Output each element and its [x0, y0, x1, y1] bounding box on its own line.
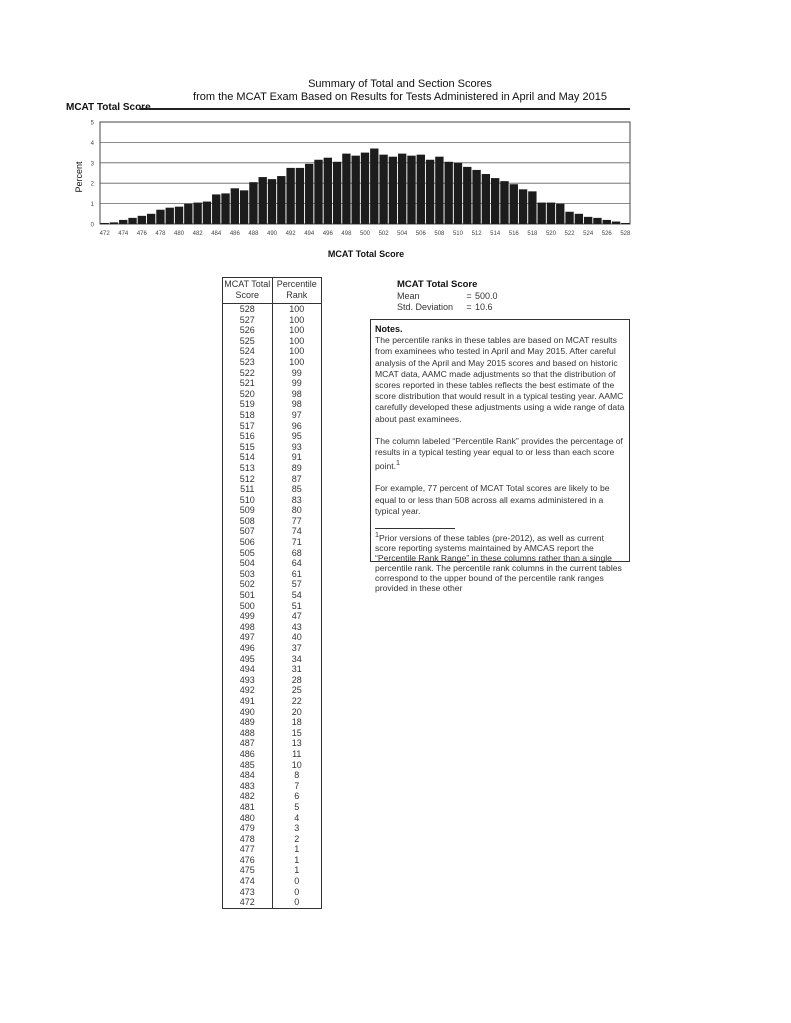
rank-cell: 37: [291, 643, 302, 653]
rank-cell: 10: [291, 759, 302, 770]
score-cell: 476: [239, 854, 255, 865]
bar-500: [361, 153, 369, 224]
x-tick-486: 486: [229, 231, 240, 237]
score-cell: 518: [239, 409, 255, 420]
table-header: [223, 278, 321, 304]
rank-cell: 97: [291, 409, 302, 420]
x-tick-494: 494: [304, 231, 315, 237]
x-tick-500: 500: [359, 231, 371, 237]
rank-cell: 1: [294, 844, 300, 855]
stats-sd-row: [397, 302, 498, 313]
y-tick-labels: [91, 121, 95, 229]
bar-496: [324, 158, 332, 224]
chart-svg: [60, 114, 640, 262]
score-cell: 507: [239, 526, 255, 537]
rank-cell: 0: [294, 876, 300, 887]
rank-cell: 99: [291, 378, 302, 389]
bar-476: [138, 216, 146, 224]
rank-column: [273, 304, 322, 908]
footnote: [375, 530, 625, 593]
bar-509: [445, 162, 453, 224]
bar-516: [510, 184, 518, 224]
rank-cell: 22: [291, 695, 302, 706]
score-cell: 478: [239, 833, 255, 844]
bar-475: [128, 218, 136, 224]
score-cell: 512: [239, 473, 255, 484]
x-tick-490: 490: [267, 231, 278, 237]
score-cell: 490: [239, 706, 255, 717]
bar-480: [175, 207, 183, 224]
bar-490: [268, 179, 276, 224]
header-score-line-1: MCAT Total: [224, 279, 271, 289]
score-cell: 516: [239, 431, 255, 442]
score-cell: 479: [239, 823, 255, 834]
score-cell: 482: [239, 791, 255, 802]
x-tick-492: 492: [285, 231, 296, 237]
x-tick-474: 474: [118, 231, 129, 237]
score-cell: 524: [239, 346, 255, 357]
rank-cell: 1: [294, 854, 300, 865]
mean-value: 500.0: [475, 291, 498, 301]
rank-cell: 68: [291, 547, 302, 558]
section-rule: [140, 108, 630, 110]
score-cell: 500: [239, 600, 255, 611]
rank-cell: 96: [291, 420, 302, 431]
bar-511: [463, 167, 471, 224]
score-cell: 527: [239, 314, 255, 325]
header-rank-line-2: Rank: [286, 290, 308, 300]
x-tick-514: 514: [490, 231, 501, 237]
score-cell: 503: [239, 568, 255, 579]
bar-503: [389, 157, 397, 224]
score-cell: 510: [239, 494, 255, 505]
bar-512: [472, 170, 480, 224]
x-tick-472: 472: [99, 231, 110, 237]
bar-477: [147, 214, 155, 224]
rank-cell: 31: [291, 664, 302, 675]
score-cell: 528: [239, 304, 255, 314]
bar-474: [119, 220, 127, 224]
rank-cell: 2: [294, 833, 300, 844]
score-cell: 502: [239, 579, 255, 590]
bar-499: [352, 156, 360, 224]
bar-521: [556, 204, 564, 224]
score-cell: 525: [239, 335, 255, 346]
x-tick-478: 478: [155, 231, 166, 237]
mean-equals: =: [466, 291, 472, 301]
rank-cell: 61: [291, 568, 302, 579]
rank-cell: 0: [294, 886, 300, 897]
rank-cell: 83: [291, 494, 302, 505]
notes-paragraph-2: [375, 436, 625, 472]
table-body: [223, 304, 321, 908]
bar-486: [231, 188, 239, 224]
score-cell: 513: [239, 462, 255, 473]
rank-cell: 8: [294, 770, 300, 781]
score-cell: 475: [239, 865, 255, 876]
mean-label: Mean: [397, 291, 420, 301]
bar-494: [305, 164, 313, 224]
x-tick-526: 526: [601, 231, 612, 237]
rank-cell: 11: [292, 748, 302, 759]
bar-526: [603, 220, 611, 224]
y-tick-3: 3: [90, 161, 94, 168]
bar-522: [565, 212, 573, 224]
x-tick-516: 516: [508, 231, 519, 237]
bar-481: [184, 204, 192, 224]
bar-493: [296, 168, 304, 224]
score-cell: 526: [239, 325, 255, 336]
bar-491: [277, 176, 285, 224]
x-tick-508: 508: [434, 231, 445, 237]
sd-equals: =: [466, 302, 472, 312]
bar-487: [240, 190, 248, 224]
rank-cell: 18: [291, 717, 302, 728]
rank-cell: 51: [291, 600, 302, 611]
rank-cell: 15: [291, 727, 302, 738]
x-tick-528: 528: [620, 231, 631, 237]
score-cell: 504: [239, 558, 255, 569]
rank-cell: 80: [291, 505, 302, 516]
notes-paragraph-2-text: The column labeled “Percentile Rank” provides the percentage of results in a typical testing year equal to or less than each score point.: [375, 435, 623, 472]
x-tick-518: 518: [527, 231, 538, 237]
bar-473: [110, 222, 118, 224]
bar-504: [398, 154, 406, 224]
x-tick-522: 522: [564, 231, 575, 237]
score-cell: 496: [239, 643, 255, 653]
stats-header: MCAT Total Score: [397, 279, 478, 290]
rank-cell: 64: [291, 558, 302, 569]
rank-cell: 7: [294, 780, 300, 791]
rank-cell: 74: [291, 526, 302, 537]
bar-501: [370, 149, 378, 224]
x-tick-512: 512: [471, 231, 482, 237]
bar-527: [612, 222, 620, 224]
y-axis-label: Percent: [74, 161, 84, 193]
x-tick-484: 484: [211, 231, 222, 237]
score-cell: 509: [239, 505, 255, 516]
percentile-rank-table: [222, 277, 322, 909]
score-cell: 481: [239, 801, 255, 812]
notes-header: Notes.: [375, 324, 403, 334]
rank-cell: 100: [289, 325, 305, 336]
header-rank-line-1: Percentile: [276, 279, 317, 289]
bar-514: [491, 178, 499, 224]
bar-482: [193, 203, 201, 224]
score-cell: 472: [239, 897, 255, 908]
header-score: [223, 278, 273, 303]
bar-495: [314, 160, 322, 224]
notes-paragraph-3: For example, 77 percent of MCAT Total scores are likely to be equal to or less than 508 across all exams administered in a typical year.: [375, 483, 610, 516]
bar-502: [379, 155, 387, 224]
chart-title: [140, 78, 660, 104]
score-cell: 515: [239, 441, 255, 452]
rank-cell: 89: [291, 462, 302, 473]
score-cell: 483: [239, 780, 255, 791]
footnote-ref: 1: [396, 459, 401, 468]
bar-513: [482, 174, 490, 224]
title-line-1: Summary of Total and Section Scores: [308, 78, 492, 90]
score-cell: 477: [239, 844, 255, 855]
rank-cell: 85: [291, 484, 302, 495]
bar-498: [342, 154, 350, 224]
y-tick-2: 2: [90, 181, 94, 188]
x-tick-482: 482: [192, 231, 203, 237]
score-cell: 489: [239, 717, 255, 728]
x-tick-520: 520: [545, 231, 556, 237]
score-cell: 494: [239, 664, 255, 675]
rank-cell: 20: [291, 706, 302, 717]
rank-cell: 6: [294, 791, 300, 802]
score-column: [223, 304, 273, 908]
y-tick-0: 0: [90, 222, 94, 229]
footnote-text: Prior versions of these tables (pre-2012), as well as current score reporting systems maintained by AMCAS report the “Percentile Rank Range” in these columns rather than a single percentile rank. The percentile rank columns in the current tables correspond to the upper bound of the percentile rank ranges provided in these other: [375, 532, 622, 593]
bar-483: [203, 202, 211, 224]
score-cell: 486: [239, 748, 255, 759]
rank-cell: 99: [291, 367, 302, 378]
x-tick-labels: [100, 231, 631, 237]
rank-cell: 34: [291, 653, 302, 664]
rank-cell: 25: [291, 685, 302, 696]
score-cell: 495: [239, 653, 255, 664]
score-cell: 521: [239, 378, 255, 389]
score-cell: 473: [239, 886, 255, 897]
bar-479: [166, 208, 174, 224]
bar-520: [547, 203, 555, 224]
rank-cell: 98: [291, 399, 302, 410]
score-cell: 491: [239, 695, 255, 706]
stats-mean-row: [397, 291, 498, 302]
chart-bars: [100, 149, 629, 224]
x-axis-label: MCAT Total Score: [327, 249, 405, 259]
rank-cell: 100: [289, 304, 305, 314]
bar-525: [593, 218, 601, 224]
rank-cell: 98: [291, 388, 302, 399]
x-tick-506: 506: [415, 231, 426, 237]
score-cell: 474: [239, 876, 255, 887]
score-cell: 523: [239, 356, 255, 367]
bar-472: [100, 223, 108, 224]
bar-510: [454, 163, 462, 224]
score-cell: 519: [239, 399, 255, 410]
rank-cell: 0: [294, 897, 300, 908]
rank-cell: 100: [289, 314, 305, 325]
bar-488: [249, 182, 257, 224]
score-cell: 514: [239, 452, 255, 463]
bar-506: [417, 155, 425, 224]
score-cell: 522: [239, 367, 255, 378]
score-cell: 493: [239, 674, 255, 685]
score-cell: 505: [239, 547, 255, 558]
y-tick-1: 1: [90, 202, 94, 209]
score-cell: 517: [239, 420, 255, 431]
rank-cell: 40: [291, 632, 302, 643]
y-tick-5: 5: [90, 120, 94, 127]
summary-stats: [397, 279, 498, 313]
x-tick-510: 510: [452, 231, 463, 237]
rank-cell: 3: [294, 823, 300, 834]
rank-cell: 100: [289, 335, 305, 346]
bar-523: [575, 214, 583, 224]
x-tick-496: 496: [322, 231, 333, 237]
rank-cell: 100: [289, 346, 305, 357]
footnote-marker: 1: [375, 530, 379, 539]
rank-cell: 28: [291, 674, 302, 685]
rank-cell: 1: [294, 865, 300, 876]
y-tick-4: 4: [90, 140, 94, 147]
score-cell: 488: [239, 727, 255, 738]
bar-519: [537, 203, 545, 224]
score-distribution-chart: [60, 114, 640, 267]
rank-cell: 91: [291, 452, 302, 463]
score-cell: 480: [239, 812, 255, 823]
bar-505: [407, 156, 415, 224]
bar-478: [156, 210, 164, 224]
bar-489: [259, 177, 267, 224]
bar-497: [333, 162, 341, 224]
bar-507: [426, 160, 434, 224]
rank-cell: 93: [291, 441, 302, 452]
bar-524: [584, 217, 592, 224]
score-cell: 492: [239, 685, 255, 696]
score-cell: 508: [239, 515, 255, 526]
rank-cell: 57: [291, 579, 302, 590]
sd-label: Std. Deviation: [397, 302, 454, 312]
score-cell: 485: [239, 759, 255, 770]
header-score-line-2: Score: [235, 290, 259, 300]
rank-cell: 95: [291, 431, 302, 442]
bar-517: [519, 189, 527, 224]
bar-528: [621, 223, 629, 224]
rank-cell: 87: [291, 473, 302, 484]
rank-cell: 47: [291, 611, 302, 622]
score-cell: 501: [239, 590, 255, 601]
x-tick-476: 476: [136, 231, 147, 237]
score-cell: 487: [239, 738, 255, 749]
sd-value: 10.6: [475, 302, 493, 312]
rank-cell: 77: [291, 515, 302, 526]
section-label: MCAT Total Score: [66, 102, 151, 113]
bar-484: [212, 194, 220, 224]
score-cell: 497: [239, 632, 255, 643]
header-rank: [273, 278, 322, 303]
x-tick-524: 524: [583, 231, 594, 237]
notes-paragraph-1: The percentile ranks in these tables are based on MCAT results from examinees who tested in April and May 2015. After careful analysis of the April and May 2015 scores and based on historic MCAT data, AAMC made adjustments so that the distribution of scores reported in these tables reflects the best estimate of the score distribution that would result in a typical testing year. AAMC carefully developed these adjustments using a wide range of data about past examinees.: [375, 335, 625, 424]
score-cell: 506: [239, 537, 255, 548]
rank-cell: 71: [291, 537, 302, 548]
bar-492: [286, 168, 294, 224]
footnote-rule: [375, 528, 455, 529]
bar-485: [221, 193, 229, 224]
rank-cell: 4: [294, 812, 300, 823]
rank-cell: 5: [294, 801, 300, 812]
x-tick-502: 502: [378, 231, 389, 237]
score-cell: 498: [239, 621, 255, 632]
rank-cell: 13: [291, 738, 302, 749]
notes-box: [370, 319, 630, 593]
score-cell: 484: [239, 770, 255, 781]
bar-518: [528, 191, 536, 224]
score-cell: 520: [239, 388, 255, 399]
rank-cell: 54: [291, 590, 302, 601]
x-tick-480: 480: [174, 231, 185, 237]
score-cell: 511: [240, 484, 255, 495]
rank-cell: 43: [291, 621, 302, 632]
rank-cell: 100: [289, 356, 305, 367]
bar-515: [500, 181, 508, 224]
x-tick-498: 498: [341, 231, 352, 237]
score-cell: 499: [239, 611, 255, 622]
bar-508: [435, 157, 443, 224]
x-tick-504: 504: [397, 231, 408, 237]
title-line-2: from the MCAT Exam Based on Results for Tests Administered in April and May 2015: [193, 91, 607, 103]
x-tick-488: 488: [248, 231, 259, 237]
